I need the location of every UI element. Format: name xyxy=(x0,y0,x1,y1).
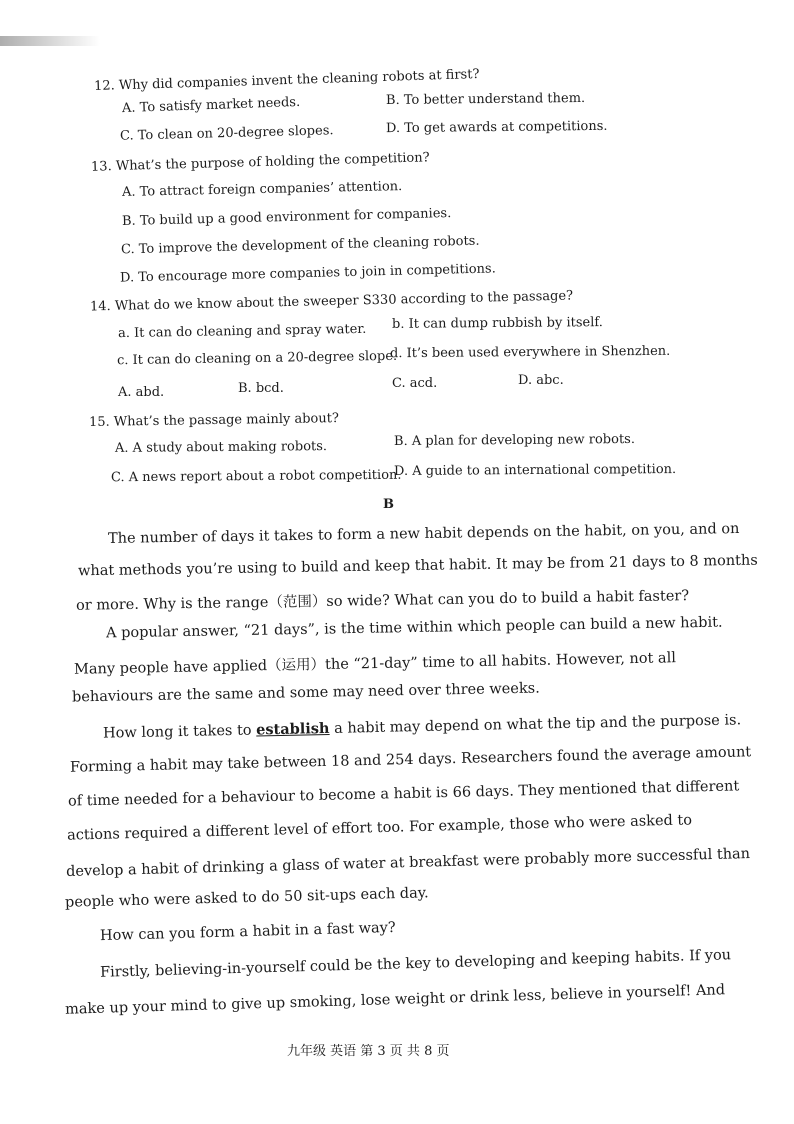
q13-option-c: C. To improve the development of the cleaning robots. xyxy=(120,233,480,258)
question-15-stem: 15. What’s the passage mainly about? xyxy=(88,411,340,430)
q13-option-b: B. To build up a good environment for companies. xyxy=(121,205,452,230)
q15-option-d: D. A guide to an international competition. xyxy=(393,462,677,479)
passage-line-9: of time needed for a behaviour to become a habit is 66 days. They mentioned that different xyxy=(67,778,740,810)
question-12-stem: 12. Why did companies invent the cleaning robots at first? xyxy=(93,66,480,95)
passage-line-2: what methods you’re using to build and keep that habit. It may be from 21 days to 8 months xyxy=(77,552,758,580)
passage-line-8: Forming a habit may take between 18 and 254 days. Researchers found the average amount xyxy=(69,744,752,776)
passage-line-4: A popular answer, “21 days”, is the time within which people can build a new habit. xyxy=(105,614,723,642)
passage-line-7-prefix: How long it takes to xyxy=(102,722,252,742)
passage-line-11: develop a habit of drinking a glass of water at breakfast were probably more successful than xyxy=(65,846,751,880)
passage-line-15: make up your mind to give up smoking, lose weight or drink less, believe in yourself! And xyxy=(64,982,726,1018)
passage-line-6: behaviours are the same and some may need over three weeks. xyxy=(71,680,540,706)
underlined-word-establish: establish xyxy=(255,719,330,739)
passage-line-10: actions required a different level of effort too. For example, those who were asked to xyxy=(66,812,693,844)
passage-line-3: or more. Why is the range（范围）so wide? What can you do to build a habit faster? xyxy=(75,588,690,614)
q13-option-d: D. To encourage more companies to join in competitions. xyxy=(119,261,496,286)
q14-statement-b: b. It can dump rubbish by itself. xyxy=(391,315,603,332)
q14-statement-a: a. It can do cleaning and spray water. xyxy=(117,321,367,342)
passage-line-12: people who were asked to do 50 sit-ups each day. xyxy=(64,885,429,911)
question-13-stem: 13. What’s the purpose of holding the competition? xyxy=(90,150,430,175)
q14-option-b: B. bcd. xyxy=(238,381,284,396)
passage-line-13: How can you form a habit in a fast way? xyxy=(99,919,396,945)
q12-option-d: D. To get awards at competitions. xyxy=(385,118,608,137)
passage-line-5: Many people have applied（运用）the “21-day” time to all habits. However, not all xyxy=(73,650,677,678)
scan-edge-mark xyxy=(0,36,100,46)
passage-line-7 xyxy=(103,711,741,741)
section-b-title: B xyxy=(383,497,394,512)
q15-option-a: A. A study about making robots. xyxy=(114,439,328,456)
q12-option-c: C. To clean on 20-degree slopes. xyxy=(119,123,334,144)
passage-line-14: Firstly, believing-in-yourself could be the key to developing and keeping habits. If you xyxy=(99,947,732,981)
q12-option-a: A. To satisfy market needs. xyxy=(121,94,301,117)
q15-option-c: C. A news report about a robot competition. xyxy=(110,467,402,486)
question-14-stem: 14. What do we know about the sweeper S330 according to the passage? xyxy=(89,288,574,315)
page-footer: 九年级 英语 第 3 页 共 8 页 xyxy=(287,1044,450,1059)
q14-statement-c: c. It can do cleaning on a 20-degree slope. xyxy=(116,348,398,369)
q12-option-b: B. To better understand them. xyxy=(385,90,586,109)
q14-option-c: C. acd. xyxy=(392,376,438,391)
passage-line-1: The number of days it takes to form a new habit depends on the habit, on you, and on xyxy=(107,521,740,547)
q14-option-d: D. abc. xyxy=(518,373,564,388)
q14-statement-d: d. It’s been used everywhere in Shenzhen. xyxy=(389,343,671,362)
q15-option-b: B. A plan for developing new robots. xyxy=(393,431,636,450)
q14-option-a: A. abd. xyxy=(118,385,165,400)
q13-option-a: A. To attract foreign companies’ attention. xyxy=(121,179,403,200)
passage-line-7-rest: a habit may depend on what the tip and the purpose is. xyxy=(333,712,742,737)
